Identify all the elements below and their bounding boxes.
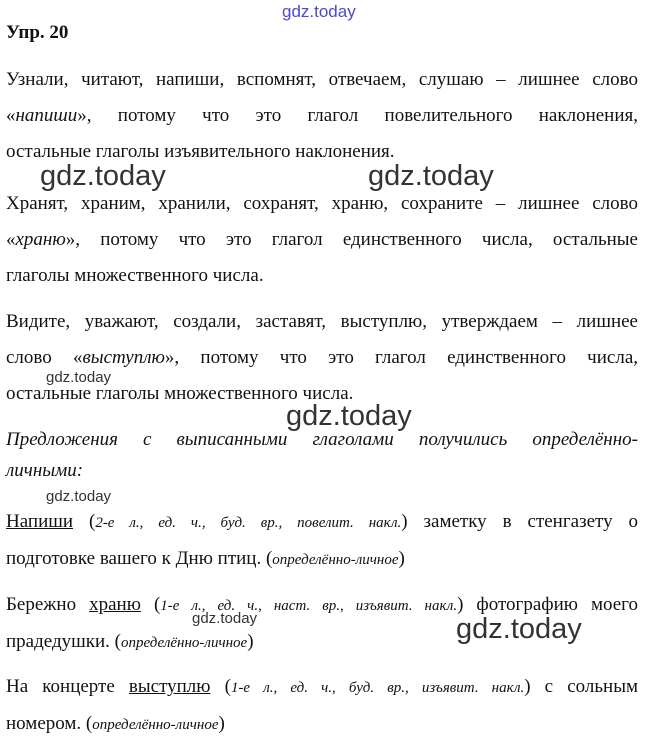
watermark: gdz.today [368, 160, 494, 192]
p2-line-1: Хранят, храним, хранили, сохранят, храню, сохраните – лишнее слово [6, 193, 638, 214]
s2-line-2-text: прадедушки. ( [6, 631, 121, 652]
sentence-type: определённо-личное [272, 552, 399, 568]
quote-open: « [6, 105, 16, 126]
grammar-note: 2-е л., ед. ч., буд. вр., повелит. накл. [95, 515, 402, 531]
s2-prefix: Бережно [6, 594, 90, 615]
sentence-3 [6, 669, 638, 743]
exercise-title: Упр. 20 [6, 22, 69, 43]
paren-open: ( [210, 676, 231, 697]
watermark: gdz.today [40, 160, 166, 192]
watermark: gdz.today [286, 400, 412, 432]
p2-line-3: глаголы множественного числа. [6, 265, 264, 286]
paragraph-3 [6, 304, 638, 412]
verb: выступлю [128, 676, 211, 697]
watermark: gdz.today [192, 610, 258, 627]
p1-line-3: остальные глаголы изъявительного наклонения. [6, 141, 395, 162]
verb: Напиши [6, 511, 74, 532]
s1-line-1-rest: ) заметку в стенгазету о [401, 511, 639, 532]
grammar-note: 1-е л., ед. ч., буд. вр., изъявит. накл. [230, 680, 525, 696]
paren-close: ) [247, 631, 254, 652]
paren-close: ) [218, 713, 225, 734]
paren-close: ) [398, 548, 405, 569]
grammar-note: 1-е л., ед. ч., наст. вр., изъявит. накл. [160, 598, 458, 614]
extra-word: храню [15, 229, 66, 250]
p2-line-2-rest: », потому что это глагол единственного числа, остальные [65, 229, 638, 250]
s3-line-2-text: номером. ( [6, 713, 93, 734]
s3-line-2 [6, 706, 638, 743]
p1-line-2-rest: », потому что это глагол повелительного наклонения, [77, 105, 638, 126]
p3-line-2-rest: », потому что это глагол единственного числа, [164, 347, 638, 368]
p3-line-3: остальные глаголы множественного числа. [6, 383, 354, 404]
paragraph-1 [6, 62, 638, 170]
s2-line-1-rest: ) фотографию моего [457, 594, 638, 615]
quote-open: слово « [6, 347, 83, 368]
s1-line-2 [6, 541, 638, 578]
p4-line-2: личными: [6, 460, 84, 481]
p2-line-2 [6, 222, 638, 258]
paragraph-4 [6, 422, 638, 484]
s1-line-1 [6, 504, 638, 541]
sentence-type: определённо-личное [120, 635, 248, 651]
p1-line-1: Узнали, читают, напиши, вспомнят, отвечаем, слушаю – лишнее слово [6, 69, 638, 90]
watermark: gdz.today [456, 613, 582, 645]
s1-line-2-text: подготовке вашего к Дню птиц. ( [6, 548, 273, 569]
verb: храню [89, 594, 141, 615]
paragraph-2 [6, 186, 638, 294]
paren-open: ( [73, 511, 96, 532]
p4-line-1: Предложения с выписанными глаголами получились определённо- [6, 429, 638, 450]
quote-open: « [6, 229, 16, 250]
watermark: gdz.today [46, 488, 112, 505]
s3-prefix: На концерте [6, 676, 129, 697]
s3-line-1-rest: ) с сольным [524, 676, 639, 697]
paren-open: ( [140, 594, 161, 615]
p3-line-1: Видите, уважают, создали, заставят, выступлю, утверждаем – лишнее [6, 311, 638, 332]
extra-word: выступлю [82, 347, 165, 368]
sentence-type: определённо-личное [92, 717, 219, 733]
watermark: gdz.today [46, 369, 112, 386]
sentence-1 [6, 504, 638, 578]
watermark-top: gdz.today [282, 2, 356, 21]
s3-line-1 [6, 669, 638, 706]
extra-word: напиши [15, 105, 78, 126]
p1-line-2 [6, 98, 638, 134]
